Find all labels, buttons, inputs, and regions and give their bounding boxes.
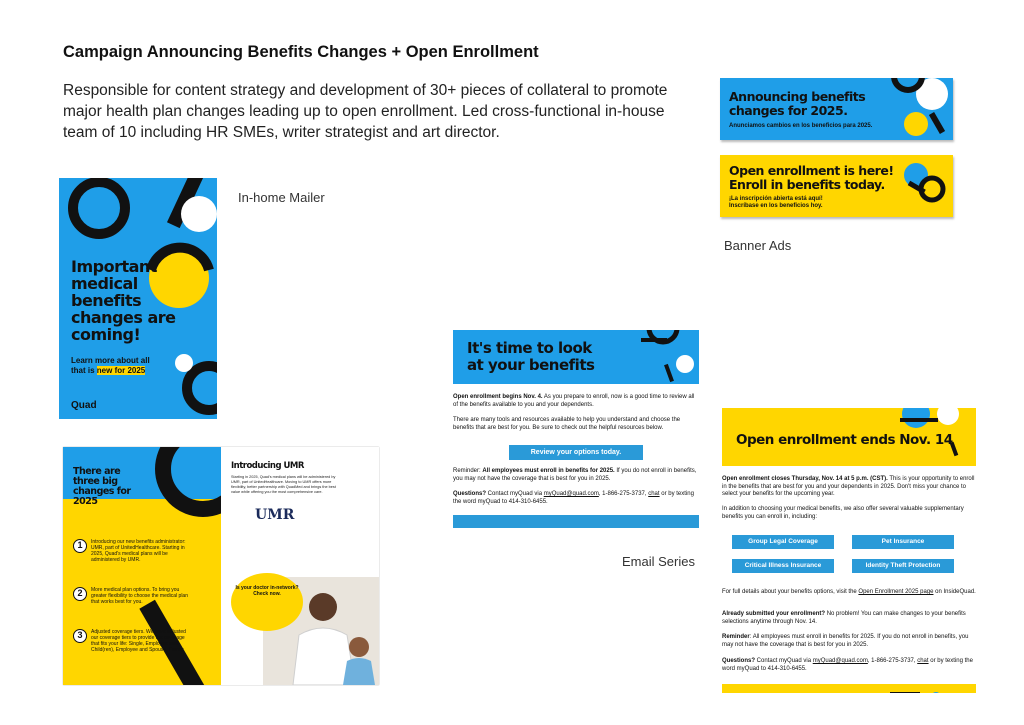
email-text: , 1-866-275-3737,: [867, 658, 918, 664]
intro-paragraph: Responsible for content strategy and development of 30+ pieces of collateral to promote major health plan changes leading up to open enrollment. Led cross-functional in-house team of 10 including HR SMEs, writer strategist and art director.: [63, 82, 668, 141]
brochure-title: There are three big changes for 2025: [73, 466, 131, 507]
banner-subtitle-line1: ¡La inscripción abierta está aquí!: [729, 196, 823, 202]
email-text: For full details about your benefits options, visit the: [722, 589, 859, 595]
email-bold-text: Open enrollment closes Thursday, Nov. 14 at 5 p.m. (CST).: [722, 476, 888, 482]
mailer-cta-line2: [71, 366, 150, 376]
ring-shape: [73, 182, 125, 234]
email-enrollment-ends: [722, 408, 976, 693]
email-bold-text: Questions?: [722, 658, 756, 664]
banner-title-line1: Open enrollment is here!: [729, 163, 894, 178]
identity-theft-button[interactable]: Identity Theft Protection: [852, 559, 954, 573]
email-paragraph: In addition to choosing your medical benefits, we also offer several valuable supplementary benefits you can enroll in, including:: [722, 506, 964, 520]
critical-illness-button[interactable]: Critical Illness Insurance: [732, 559, 834, 573]
email-title-line1: It's time to look: [467, 339, 592, 357]
email-paragraph: [722, 476, 976, 499]
email-paragraph: [453, 394, 699, 409]
brochure-right-body: Starting in 2025, Quad's medical plans will be administered by UMR, part of UnitedHealthcare. Moving to UMR offers more flexibility, better partnership with QuadMed and brings the best value while offering you the most comprehensive care.: [231, 475, 336, 494]
mailer-cta-prefix: that is: [71, 366, 97, 375]
email-look-at-benefits: [453, 330, 699, 530]
email-text: As you prepare to enroll, now is a good time to review all of the benefits available to you and your dependents.: [453, 394, 695, 408]
banner-title-line2: Enroll in benefits today.: [729, 177, 885, 192]
email-text: , 1-866-275-3737,: [598, 491, 649, 497]
banner-ad-announce: [720, 78, 953, 140]
email-paragraph: [722, 589, 976, 597]
brochure-item: [73, 629, 213, 653]
email-title-line2: at your benefits: [467, 356, 595, 374]
email-text: Contact myQuad via: [755, 658, 813, 664]
email-header: [453, 330, 699, 384]
item-number: 1: [73, 539, 87, 553]
caption-mailer: In-home Mailer: [238, 190, 325, 205]
brochure-item: [73, 539, 213, 563]
page-title: Campaign Announcing Benefits Changes + Open Enrollment: [63, 43, 539, 61]
umr-logo: UMR: [255, 507, 295, 523]
email-paragraph: There are many tools and resources available to help you understand and choose the benefits that are best for you. Be sure to check out the helpful resources below.: [453, 417, 681, 431]
banner-ad-enroll: [720, 155, 953, 217]
email-text: If you do not enroll in benefits, you may not have the coverage that is best for you in 2025.: [453, 468, 697, 482]
brochure-left-panel: [63, 447, 221, 685]
item-text: Introducing our new benefits administrator: UMR, part of UnitedHealthcare. Starting in 2025, Quad's medical plans will be administered by UMR.: [91, 539, 186, 563]
email-text: Reminder:: [453, 468, 483, 474]
mailer-cta-line1: Learn more about all: [71, 356, 150, 365]
doctor-callout: Is your doctor in-network? Check now.: [231, 573, 303, 631]
mailer-headline: Important medical benefits changes are coming!: [71, 257, 176, 344]
email-title: Open enrollment ends Nov. 14: [736, 432, 953, 448]
open-enrollment-page-link[interactable]: Open Enrollment 2025 page: [858, 589, 934, 595]
email-bold-text: Questions?: [453, 491, 487, 497]
group-legal-button[interactable]: Group Legal Coverage: [732, 535, 834, 549]
email-text: or by texting the word myQuad to 414-310-6455.: [722, 658, 973, 672]
email-bold-text: All employees must enroll in benefits for 2025.: [482, 468, 615, 474]
email-header: [722, 408, 976, 466]
mailer-cover: [59, 178, 217, 419]
myquad-email-link[interactable]: myQuad@quad.com: [812, 658, 868, 664]
brochure-item: [73, 587, 213, 605]
white-dot-shape: [181, 196, 217, 232]
email-paragraph: [453, 468, 699, 483]
email-text: or by texting the word myQuad to 414-310-6455.: [453, 491, 694, 505]
email-paragraph: [722, 611, 976, 626]
ring-shape-2: [187, 366, 217, 410]
email-paragraph: [453, 491, 699, 506]
email-footer-bar: [722, 684, 976, 693]
mailer-cta-highlight: new for 2025: [96, 366, 146, 375]
email-bold-text: Already submitted your enrollment?: [722, 611, 826, 617]
email-paragraph: [722, 658, 976, 673]
banner-title-line2: changes for 2025.: [729, 103, 848, 118]
email-text: Contact myQuad via: [486, 491, 544, 497]
email-bold-text: Reminder: [722, 634, 750, 640]
chat-link[interactable]: chat: [917, 658, 929, 664]
chat-link[interactable]: chat: [648, 491, 660, 497]
white-dot-shape-2: [175, 354, 193, 372]
myquad-email-link[interactable]: myQuad@quad.com: [543, 491, 599, 497]
review-options-button[interactable]: Review your options today.: [509, 445, 643, 460]
email-bold-text: Open enrollment begins Nov. 4.: [453, 394, 543, 400]
quad-logo: Quad: [71, 400, 97, 411]
brochure-spread: [63, 447, 379, 685]
email-text: No problem! You can make changes to your benefits selections anytime through Nov. 14.: [722, 611, 966, 625]
banner-title-line1: Announcing benefits: [729, 89, 866, 104]
pet-insurance-button[interactable]: Pet Insurance: [852, 535, 954, 549]
caption-email: Email Series: [622, 554, 695, 569]
item-number: 2: [73, 587, 87, 601]
email-text: : All employees must enroll in benefits for 2025. If you do not enroll in benefits, you may not have the coverage that is best for you in 2025.: [722, 634, 969, 648]
email-text: This is your opportunity to enroll in the benefits that are best for you and your dependents in 2025. Don't miss your chance to select your benefits for the upcoming year.: [722, 476, 975, 498]
item-number: 3: [73, 629, 87, 643]
email-text: on InsideQuad.: [933, 589, 976, 595]
item-text: More medical plan options. To bring you greater flexibility to choose the medical plan that works best for you.: [91, 587, 188, 605]
footer-shapes: [722, 688, 976, 693]
banner-subtitle: Anunciamos cambios en los beneficios para 2025.: [729, 123, 873, 129]
banner-subtitle-line2: Inscríbase en los beneficios hoy.: [729, 203, 823, 209]
mailer-cta: [71, 356, 150, 376]
email-paragraph: [722, 634, 976, 649]
caption-banners: Banner Ads: [724, 238, 792, 253]
brochure-right-title: Introducing UMR: [231, 461, 304, 471]
email-footer-bar: [453, 515, 699, 528]
item-text: Adjusted coverage tiers. We have adjusted our coverage tiers to provide the coverage that fits your life: Single, Employee and Child(ren), Employee and Spouse, Family.: [91, 629, 186, 653]
